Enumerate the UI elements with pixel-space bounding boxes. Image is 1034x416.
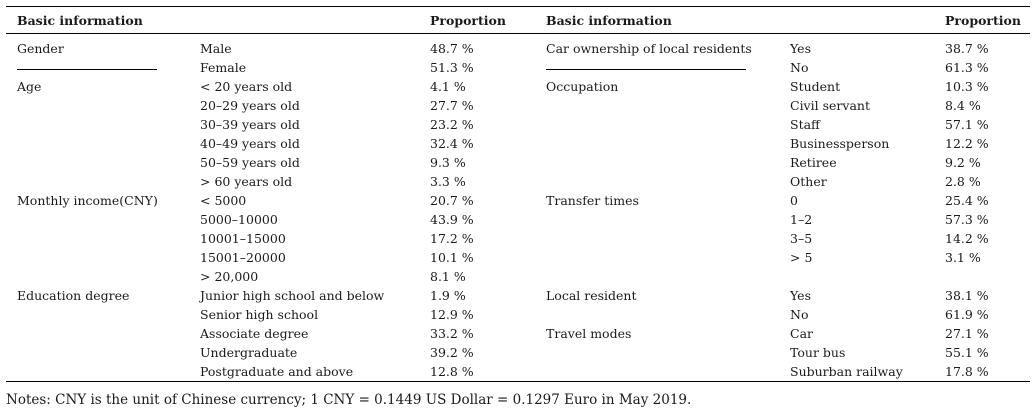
left-value-1-3: 32.4 %: [430, 136, 474, 151]
left-category-0: Gender: [17, 41, 64, 56]
right-category-2: Transfer times: [546, 193, 639, 208]
right-label-5-2: Suburban railway: [790, 364, 903, 379]
right-label-1-4: Retiree: [790, 155, 837, 170]
left-value-2-0: 20.7 %: [430, 193, 474, 208]
left-value-0-1: 51.3 %: [430, 60, 474, 75]
left-value-3-4: 12.8 %: [430, 364, 474, 379]
right-label-2-3: > 5: [790, 250, 813, 265]
right-label-2-2: 3–5: [790, 231, 813, 246]
left-category-1: Age: [17, 79, 42, 94]
left-label-1-0: < 20 years old: [200, 79, 293, 94]
left-label-1-5: > 60 years old: [200, 174, 293, 189]
left-value-3-0: 1.9 %: [430, 288, 466, 303]
right-label-1-1: Civil servant: [790, 98, 870, 113]
left-label-1-1: 20–29 years old: [200, 98, 300, 113]
left-value-2-4: 8.1 %: [430, 269, 466, 284]
table-bottom-rule: [6, 381, 1030, 382]
right-value-2-2: 14.2 %: [945, 231, 989, 246]
right-label-1-5: Other: [790, 174, 827, 189]
left-category-3: Education degree: [17, 288, 130, 303]
right-value-1-2: 57.1 %: [945, 117, 989, 132]
left-value-1-1: 27.7 %: [430, 98, 474, 113]
right-label-1-3: Businessperson: [790, 136, 890, 151]
right-value-5-0: 27.1 %: [945, 326, 989, 341]
left-label-2-0: < 5000: [200, 193, 247, 208]
left-value-1-2: 23.2 %: [430, 117, 474, 132]
right-value-5-1: 55.1 %: [945, 345, 989, 360]
left-value-1-5: 3.3 %: [430, 174, 466, 189]
left-label-1-2: 30–39 years old: [200, 117, 300, 132]
left-label-0-1: Female: [200, 60, 247, 75]
left-label-3-3: Undergraduate: [200, 345, 298, 360]
right-value-2-3: 3.1 %: [945, 250, 981, 265]
right-value-2-1: 57.3 %: [945, 212, 989, 227]
left-label-3-2: Associate degree: [200, 326, 309, 341]
right-value-1-1: 8.4 %: [945, 98, 981, 113]
right-value-4-1: 61.9 %: [945, 307, 989, 322]
table-top-rule: [6, 6, 1030, 7]
left-group-separator: [17, 69, 157, 70]
table-notes: Notes: CNY is the unit of Chinese currency; 1 CNY = 0.1449 US Dollar = 0.1297 Euro in May 2019.: [6, 392, 692, 408]
right-value-1-5: 2.8 %: [945, 174, 981, 189]
right-label-0-0: Yes: [790, 41, 811, 56]
left-value-0-0: 48.7 %: [430, 41, 474, 56]
right-value-1-4: 9.2 %: [945, 155, 981, 170]
right-value-0-0: 38.7 %: [945, 41, 989, 56]
left-value-1-0: 4.1 %: [430, 79, 466, 94]
right-value-2-0: 25.4 %: [945, 193, 989, 208]
left-label-3-0: Junior high school and below: [200, 288, 385, 303]
right-category-4: Local resident: [546, 288, 637, 303]
left-value-1-4: 9.3 %: [430, 155, 466, 170]
left-value-3-1: 12.9 %: [430, 307, 474, 322]
left-label-1-4: 50–59 years old: [200, 155, 300, 170]
left-value-2-3: 10.1 %: [430, 250, 474, 265]
header-basic-information-right: Basic information: [546, 13, 672, 28]
left-value-2-2: 17.2 %: [430, 231, 474, 246]
right-category-5: Travel modes: [546, 326, 632, 341]
left-value-3-3: 39.2 %: [430, 345, 474, 360]
right-label-5-1: Tour bus: [790, 345, 846, 360]
left-label-2-4: > 20,000: [200, 269, 259, 284]
right-label-1-0: Student: [790, 79, 841, 94]
right-value-5-2: 17.8 %: [945, 364, 989, 379]
header-basic-information-left: Basic information: [17, 13, 143, 28]
right-category-1: Occupation: [546, 79, 619, 94]
right-value-0-1: 61.3 %: [945, 60, 989, 75]
right-label-2-0: 0: [790, 193, 798, 208]
left-label-0-0: Male: [200, 41, 232, 56]
right-value-4-0: 38.1 %: [945, 288, 989, 303]
left-value-2-1: 43.9 %: [430, 212, 474, 227]
left-label-1-3: 40–49 years old: [200, 136, 300, 151]
right-label-4-0: Yes: [790, 288, 811, 303]
left-label-2-3: 15001–20000: [200, 250, 286, 265]
left-label-2-2: 10001–15000: [200, 231, 286, 246]
right-group-separator: [546, 69, 746, 70]
right-label-1-2: Staff: [790, 117, 820, 132]
right-label-5-0: Car: [790, 326, 813, 341]
right-value-1-0: 10.3 %: [945, 79, 989, 94]
right-label-2-1: 1–2: [790, 212, 813, 227]
header-proportion-left: Proportion: [430, 13, 506, 28]
right-value-1-3: 12.2 %: [945, 136, 989, 151]
left-label-3-1: Senior high school: [200, 307, 319, 322]
right-label-0-1: No: [790, 60, 809, 75]
left-label-3-4: Postgraduate and above: [200, 364, 354, 379]
right-label-4-1: No: [790, 307, 809, 322]
left-label-2-1: 5000–10000: [200, 212, 278, 227]
table-header-rule: [6, 33, 1030, 34]
right-category-0: Car ownership of local residents: [546, 41, 752, 56]
left-value-3-2: 33.2 %: [430, 326, 474, 341]
left-category-2: Monthly income(CNY): [17, 193, 158, 208]
header-proportion-right: Proportion: [945, 13, 1021, 28]
